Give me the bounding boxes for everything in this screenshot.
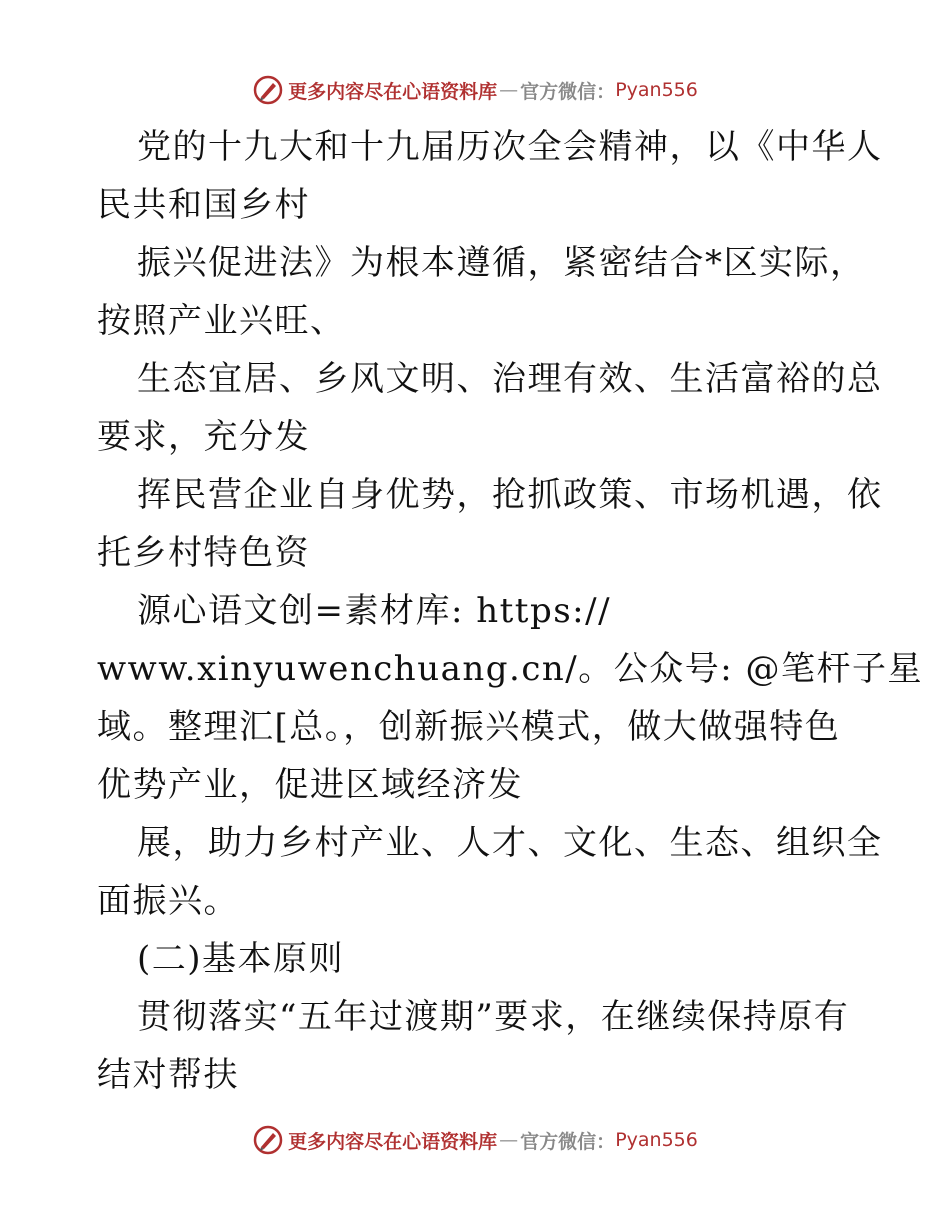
watermark-id: Pyan556 — [615, 79, 698, 101]
text-line: 民共和国乡村 — [97, 185, 310, 225]
text-line: 生态宜居、乡风文明、治理有效、生活富裕的总 — [137, 359, 883, 399]
header-watermark — [0, 70, 950, 110]
text-line: 展，助力乡村产业、人才、文化、生态、组织全 — [137, 823, 883, 863]
text-line: 要求，充分发 — [97, 417, 310, 457]
pen-circle-logo-icon — [252, 1124, 284, 1156]
watermark-dash: — — [499, 1129, 519, 1151]
text-line: 域。整理汇[总。，创新振兴模式，做大做强特色 — [97, 707, 841, 747]
footer-watermark — [0, 1120, 950, 1160]
text-line: 党的十九大和十九届历次全会精神，以《中华人 — [137, 127, 883, 167]
text-line: 振兴促进法》为根本遵循，紧密结合*区实际， — [137, 243, 866, 283]
watermark-suffix: 官方微信： — [520, 80, 616, 103]
document-body — [97, 118, 923, 1104]
section-heading: (二)基本原则 — [137, 939, 345, 979]
text-line: 优势产业，促进区域经济发 — [97, 765, 523, 805]
text-line: 托乡村特色资 — [97, 533, 310, 573]
watermark-text: 更多内容尽在心语资料库 — [288, 80, 498, 103]
watermark-dash: — — [499, 79, 519, 101]
text-line: 挥民营企业自身优势，抢抓政策、市场机遇，依 — [137, 475, 883, 515]
text-line: www.xinyuwenchuang.cn/。公众号: @笔杆子星 — [97, 649, 923, 689]
text-line: 面振兴。 — [97, 881, 239, 921]
watermark-suffix: 官方微信： — [520, 1130, 616, 1153]
text-line: 结对帮扶 — [97, 1055, 239, 1095]
text-line: 贯彻落实“五年过渡期”要求，在继续保持原有 — [137, 997, 850, 1037]
pen-circle-logo-icon — [252, 74, 284, 106]
watermark-text: 更多内容尽在心语资料库 — [288, 1130, 498, 1153]
text-line: 源心语文创=素材库: https:// — [137, 591, 612, 631]
text-line: 按照产业兴旺、 — [97, 301, 346, 341]
watermark-id: Pyan556 — [615, 1129, 698, 1151]
